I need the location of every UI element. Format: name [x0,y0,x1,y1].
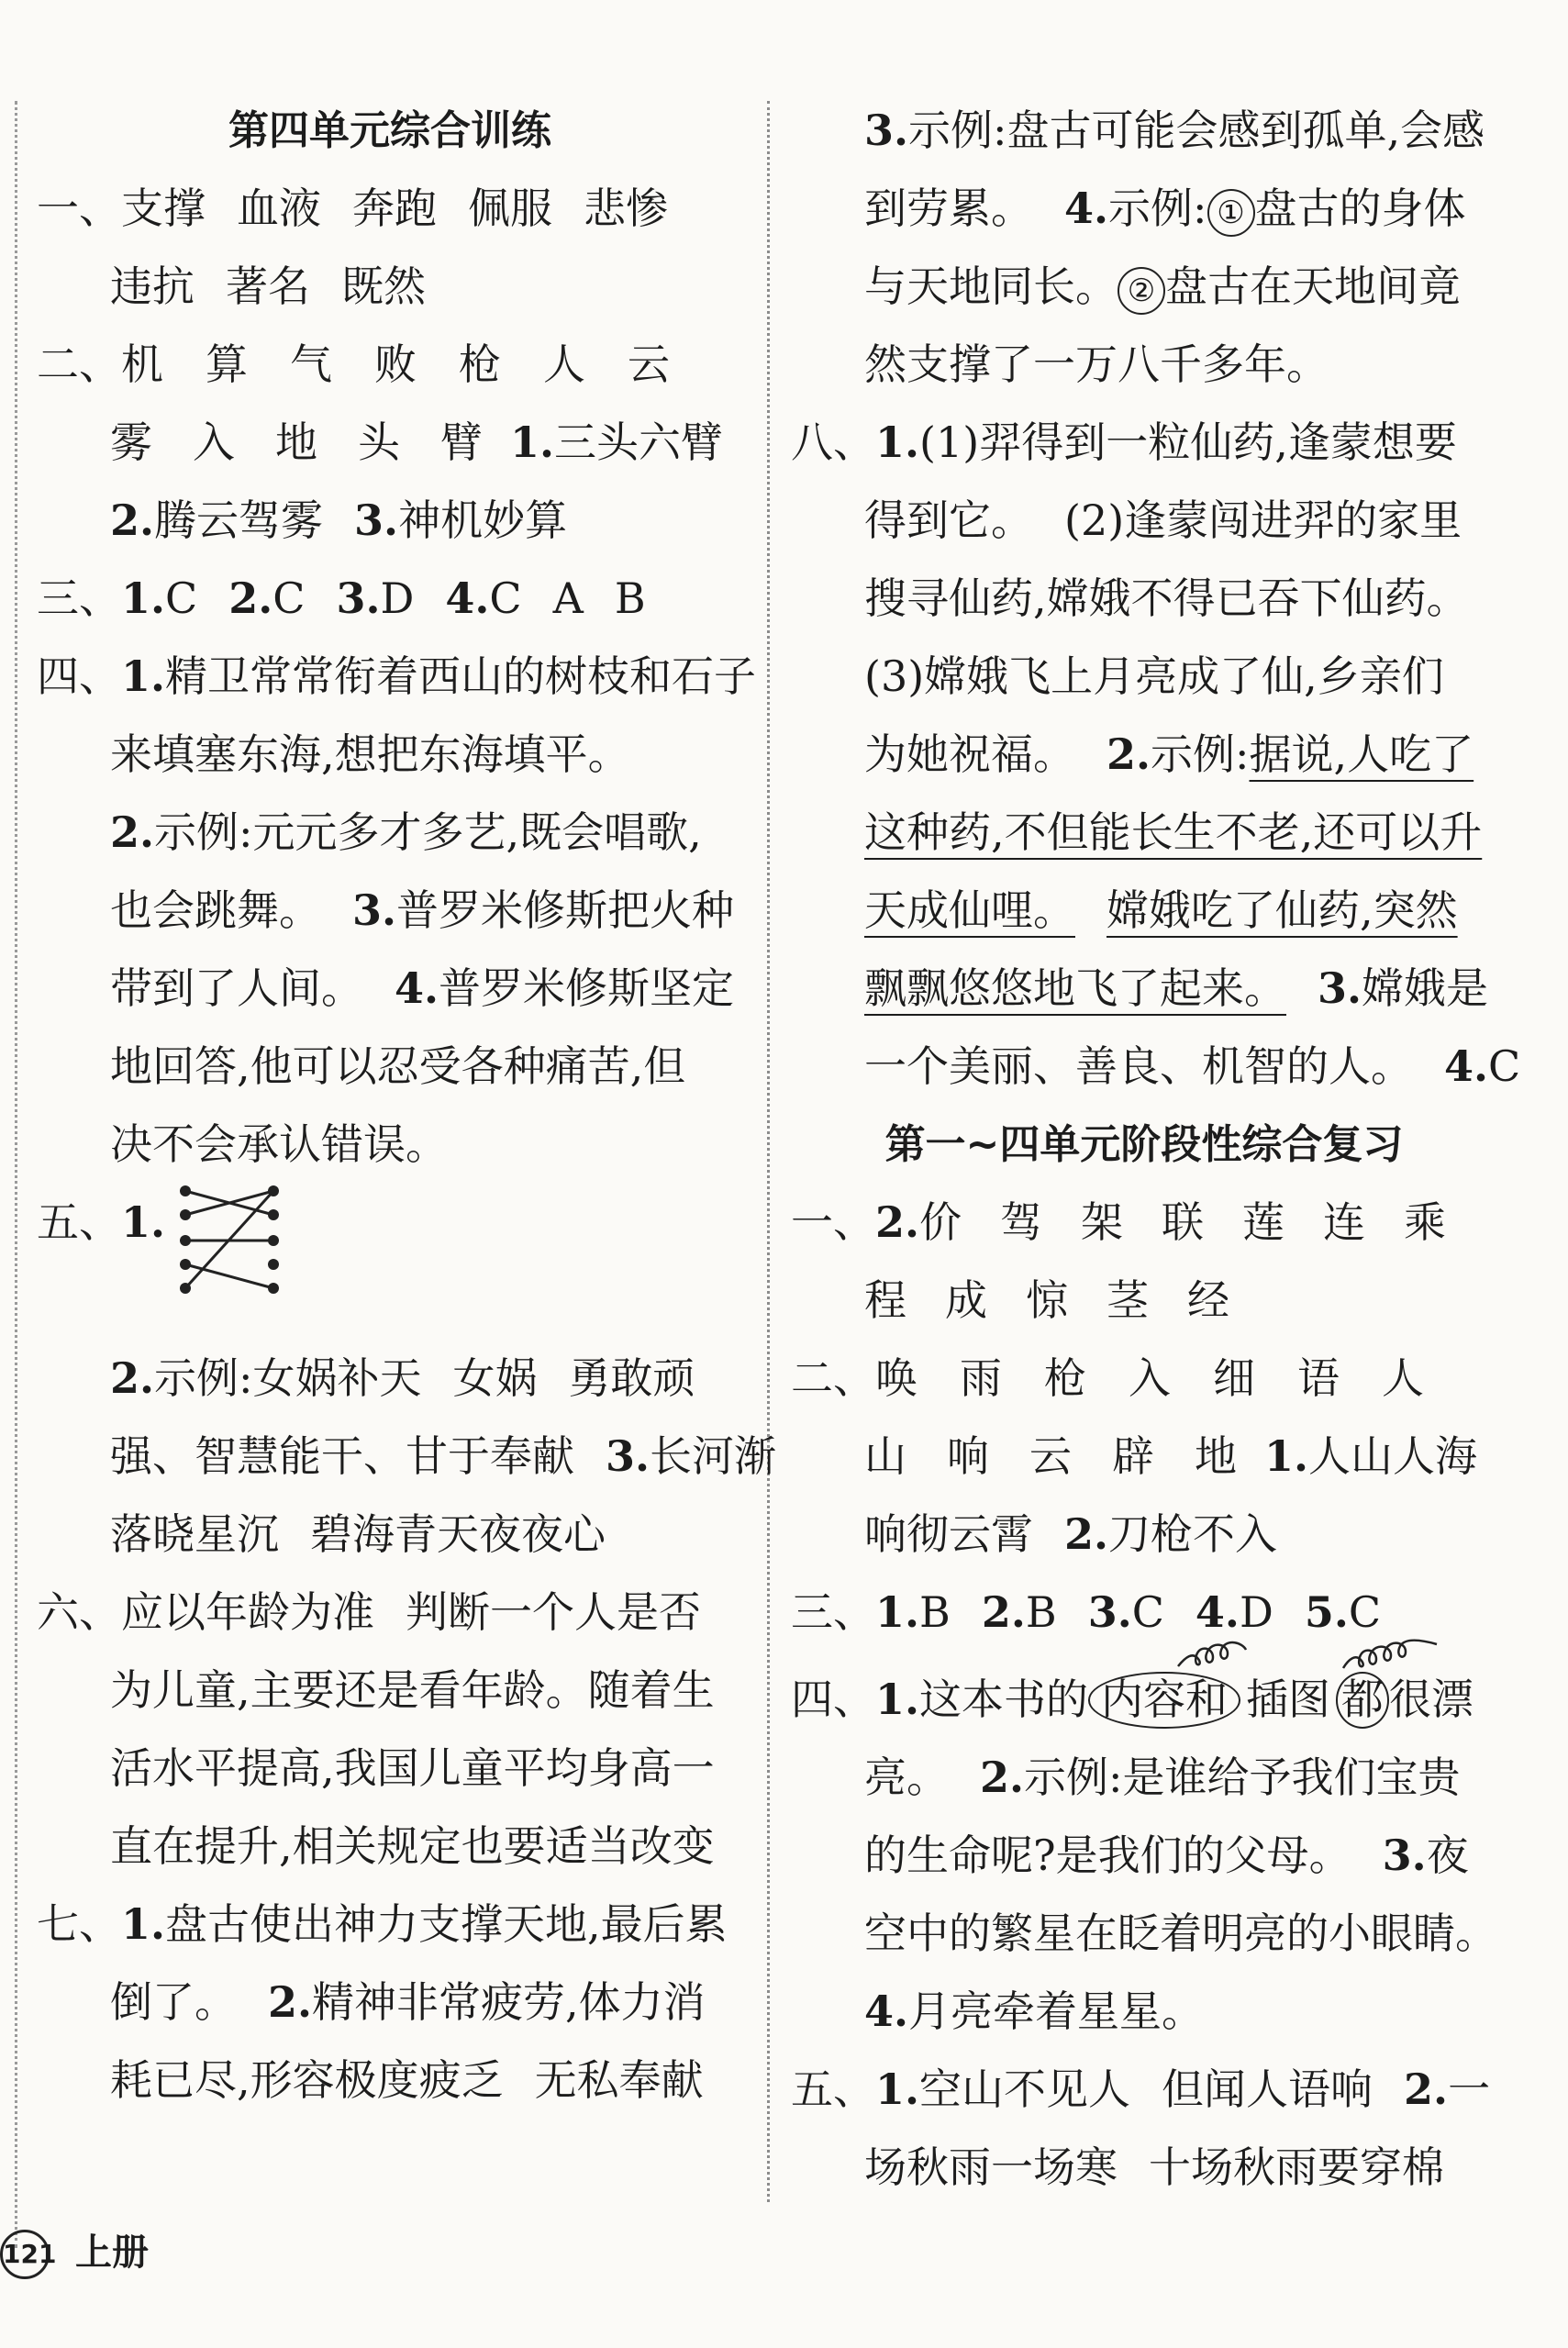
answer-line: 八、1.(1)羿得到一粒仙药,逢蒙想要 [791,417,1457,467]
page-footer [0,2225,149,2280]
answer-line: 三、1.C 2.C 3.D 4.C A B [37,573,646,623]
match-dot [180,1235,191,1246]
match-dot [268,1259,279,1270]
match-dot [180,1209,191,1220]
answer-line: 活水平提高,我国儿童平均身高一 [110,1743,715,1793]
match-dot [268,1283,279,1294]
answer-line [791,872,1497,950]
answer-line: 带到了人间。 4.普罗米修斯坚定 [110,963,735,1013]
volume-label: 上册 [75,2231,149,2274]
underlined-text: 嫦娥吃了仙药,突然 [1106,885,1458,935]
matching-lines-diagram [174,1178,284,1307]
answer-line: 到劳累。 4.示例: ① 盘古的身体 [791,170,1497,248]
answer-line: 决不会承认错误。 [110,1119,448,1169]
answer-line: 一、支撑 血液 奔跑 佩服 悲惨 [37,184,668,233]
circled-phrase: 内容和 [1088,1672,1240,1729]
match-dot [268,1235,279,1246]
answer-line: 程 成 惊 茎 经 [864,1275,1229,1325]
left-column [37,92,777,2120]
question-marker: 八、 [791,417,875,467]
answer-line: 雾 入 地 头 臂 1.三头六臂 [110,417,724,467]
swap-mark-icon [1341,1635,1442,1672]
answer-line: 与天地同长。 ② 盘古在天地间竟 [791,248,1497,326]
binding-fold-line [15,101,17,2248]
match-line [185,1264,273,1288]
answer-line: 2.腾云驾雾 3.神机妙算 [110,495,568,545]
match-dot [268,1209,279,1220]
question-marker: 七、 [37,1899,121,1949]
question-marker: 四、 [791,1675,875,1724]
underlined-text: 天成仙哩。 [864,885,1075,935]
answer-line: 也会跳舞。 3.普罗米修斯把火种 [110,885,735,935]
section-title-review: 第一~四单元阶段性综合复习 [884,1121,1404,1168]
circled-number-2: ② [1118,267,1165,315]
answer-line: 3.示例:盘古可能会感到孤单,会感 [864,106,1485,155]
match-dot [180,1259,191,1270]
answer-line: 一、2.价 驾 架 联 莲 连 乘 [791,1197,1447,1247]
answer-line: 四、1.精卫常常衔着西山的树枝和石子 [37,651,757,701]
swap-mark-icon [1176,1635,1259,1672]
circled-char: 都 [1336,1672,1389,1729]
question-marker: 六、 [37,1587,121,1637]
answer-line: 一个美丽、善良、机智的人。 4.C [864,1041,1521,1091]
right-column [791,92,1521,2207]
answer-line: 地回答,他可以忍受各种痛苦,但 [110,1041,686,1091]
answer-line: 得到它。 (2)逢蒙闯进羿的家里 [864,495,1462,545]
answer-line: 2.示例:女娲补天 女娲 勇敢顽 [110,1353,695,1403]
answer-line: 场秋雨一场寒 十场秋雨要穿棉 [864,2142,1444,2192]
match-dot [180,1185,191,1196]
question-marker: 五、 [37,1197,121,1247]
answer-line: 二、唤 雨 枪 入 细 语 人 [791,1353,1424,1403]
answer-line: 五、1. [37,1184,743,1340]
answer-line: 来填塞东海,想把东海填平。 [110,729,630,779]
answer-line: 搜寻仙药,嫦娥不得已吞下仙药。 [864,573,1469,623]
section-title-unit4: 第四单元综合训练 [228,107,551,154]
answer-line: 倒了。 2.精神非常疲劳,体力消 [110,1977,706,2027]
answer-line: 为儿童,主要还是看年龄。随着生 [110,1665,715,1715]
answer-line: 四、1.这本书的 内容和 插图 都 很漂 [791,1661,1497,1739]
answer-line: (3)嫦娥飞上月亮成了仙,乡亲们 [864,651,1444,701]
answer-line: 七、1.盘古使出神力支撑天地,最后累 [37,1899,728,1949]
question-marker: 五、 [791,2064,875,2114]
answer-line: 的生命呢?是我们的父母。 3.夜 [864,1831,1469,1880]
question-marker: 二、 [37,339,121,389]
answer-line: 强、智慧能干、甘于奉献 3.长河渐 [110,1431,777,1481]
answer-line: 耗已尽,形容极度疲乏 无私奉献 [110,2055,704,2105]
question-marker: 一、 [37,184,121,233]
underlined-text: 飘飘悠悠地飞了起来。 [864,963,1286,1013]
answer-line: 山 响 云 辟 地 1.人山人海 [864,1431,1478,1481]
question-marker: 三、 [37,573,121,623]
answer-line: 为她祝福。 2.示例:据说,人吃了 [864,729,1474,779]
question-marker: 三、 [791,1587,875,1637]
answer-line: 2.示例:元元多才多艺,既会唱歌, [110,807,702,857]
answer-line: 然支撑了一万八千多年。 [864,339,1329,389]
answer-line: 4.月亮牵着星星。 [864,1986,1205,2036]
page-number: 121 [0,2230,50,2279]
match-dot [180,1283,191,1294]
underlined-text: 这种药,不但能长生不老,还可以升 [864,807,1483,857]
column-divider [767,101,770,2202]
match-dot [268,1185,279,1196]
answer-line: 响彻云霄 2.刀枪不入 [864,1509,1278,1559]
circled-number-1: ① [1207,189,1255,237]
answer-line: 亮。 2.示例:是谁给予我们宝贵 [864,1753,1461,1802]
answer-line: 落晓星沉 碧海青天夜夜心 [110,1509,606,1559]
answer-line: 直在提升,相关规定也要适当改变 [110,1821,715,1871]
answer-line: 违抗 著名 既然 [110,262,426,311]
answer-line: 五、1.空山不见人 但闻人语响 2.一 [791,2064,1491,2114]
question-marker: 四、 [37,651,121,701]
answer-line: 二、机 算 气 败 枪 人 云 [37,339,670,389]
underlined-text: 据说,人吃了 [1249,729,1474,779]
question-marker: 二、 [791,1353,875,1403]
answer-line: 三、1.B 2.B 3.C 4.D 5.C [791,1587,1382,1637]
answer-line: 空中的繁星在眨着明亮的小眼睛。 [864,1908,1497,1958]
answer-line [791,794,1497,872]
answer-line: 飘飘悠悠地飞了起来。 3.嫦娥是 [864,963,1489,1013]
answer-line: 六、应以年龄为准 判断一个人是否 [37,1587,701,1637]
question-marker: 一、 [791,1197,875,1247]
